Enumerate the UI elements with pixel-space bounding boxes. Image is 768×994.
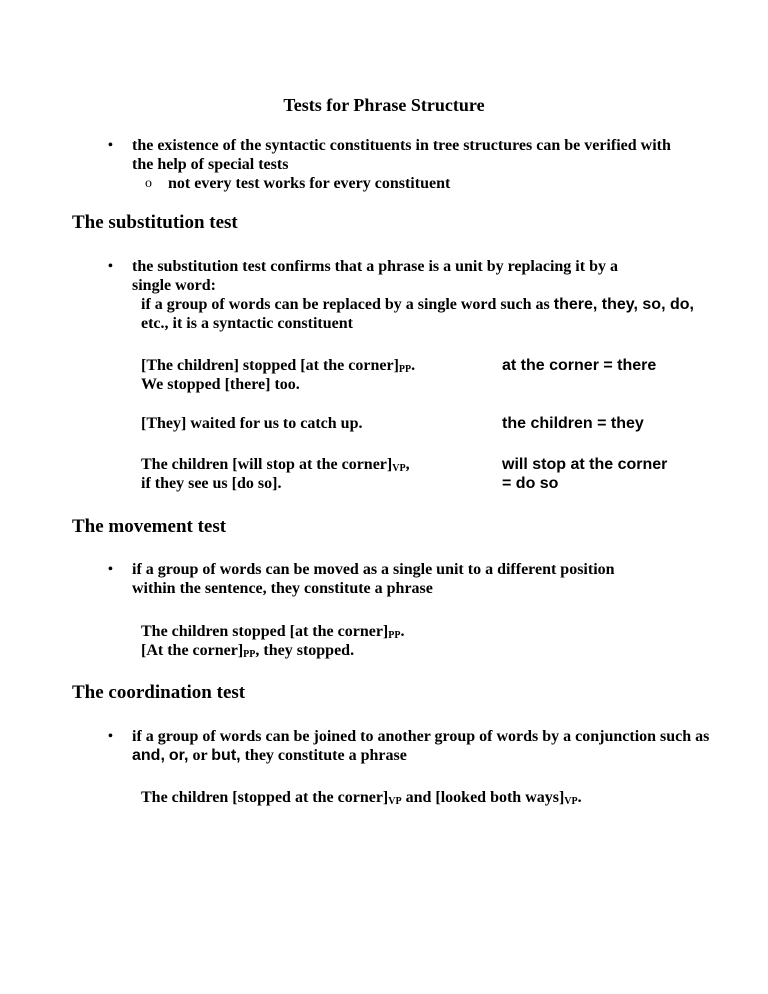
substitution-heading: The substitution test: [72, 212, 238, 233]
substitution-bullet: the substitution test confirms that a phrase is a unit by replacing it by a single word:: [132, 258, 618, 294]
example-1-note: at the corner = there: [502, 357, 657, 374]
example-2-note: the children = they: [502, 415, 644, 432]
example-2: [They] waited for us to catch up.: [141, 415, 363, 432]
page-title: Tests for Phrase Structure: [283, 95, 485, 115]
bullet-icon: •: [108, 259, 113, 274]
coordination-example: The children [stopped at the $corner]_{VP}$ and [looked both $ways]_{VP}$.: [141, 789, 582, 807]
coordination-heading: The coordination test: [72, 682, 246, 703]
sub-bullet-icon: o: [145, 176, 152, 191]
coordination-bullet: if a group of words can be joined to another group of words by a conjunction such as and, or, or but, they constitute a phrase: [132, 728, 710, 764]
movement-heading: The movement test: [72, 516, 227, 537]
substitution-rule: if a group of words can be replaced by a single word such as there, they, so, do, etc., it is a syntactic constituent: [141, 296, 694, 332]
bullet-icon: •: [108, 729, 113, 744]
example-3-note: will stop at the corner = do so: [502, 456, 668, 492]
bullet-icon: •: [108, 138, 113, 153]
movement-examples: The children stopped [at the $corner]_{PP}$. [At the $corner]_{PP}$, they stopped.: [141, 623, 405, 660]
intro-bullet: the existence of the syntactic constituents in tree structures can be verified with the help of special tests: [132, 137, 671, 173]
example-1: [The children] stopped [at the $corner]_{PP}$. We stopped [there] too.: [141, 357, 416, 393]
example-3: The children [will stop at the $corner]_{VP}$, if they see us [do so].: [141, 456, 410, 492]
movement-bullet: if a group of words can be moved as a single unit to a different position within the sentence, they constitute a phrase: [132, 561, 615, 597]
intro-sub-bullet: not every test works for every constituent: [168, 175, 451, 192]
bullet-icon: •: [108, 562, 113, 577]
